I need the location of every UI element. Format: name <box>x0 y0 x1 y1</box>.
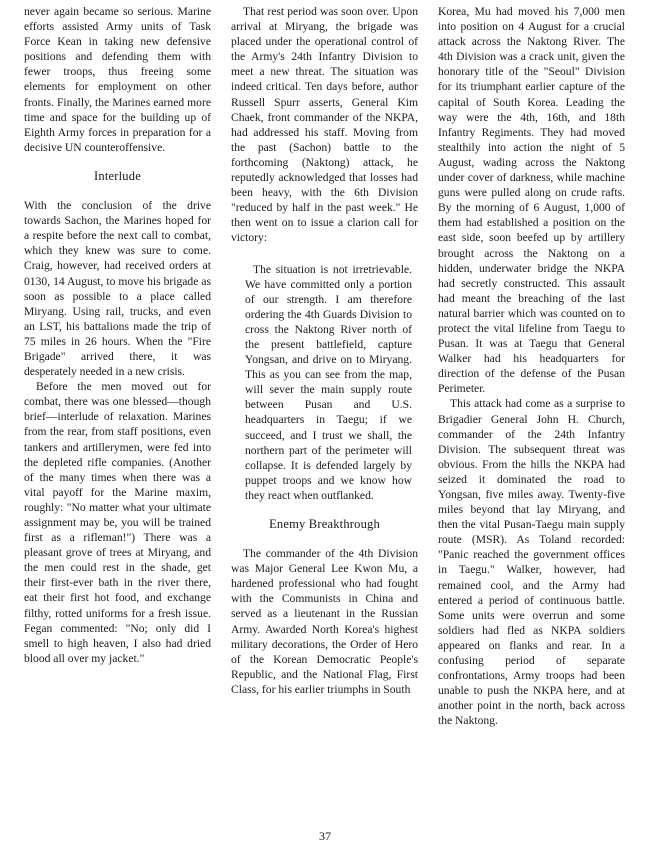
text-column-1 <box>24 4 211 666</box>
body-paragraph: This attack had come as a surprise to Brigadier General John H. Church, commander of the 24th Infantry Division. The subsequent threat was obvious. From the hills the NKPA had seized it dominated the road to Yongsan, five miles away. Twenty-five miles beyond that lay Miryang, and then the vital Pusan-Taegu main supply route (MSR). As Toland recorded: "Panic reached the government offices in Taegu." Walker, however, had remained cool, and the Army had entered a period of continuous battle. Some units were overrun and some soldiers had fled as NKPA soldiers appeared on flanks and rear. In a confusing period of separate confrontations, Army troops had been unable to push the NKPA here, and at another point in the north, back across the Naktong. <box>438 397 625 728</box>
text-column-3 <box>438 4 625 729</box>
quote-text: The situation is not irretrievable. We have committed only a portion of our strength. I am therefore ordering the 4th Guards Division to cross the Naktong River north of the present battlefield, capture Yongsan, and drive on to Miryang. This as you can see from the map, will sever the main supply route between Pusan and U.S. headquarters in Taegu; if we succeed, and I trust we shall, the northern part of the perimeter will collapse. It is defended largely by puppet troops and we know how they react when outflanked. <box>245 262 412 502</box>
block-quote <box>245 262 412 504</box>
body-paragraph: never again became so serious. Marine efforts assisted Army units of Task Force Kean in taking new defensive positions and defending them with fewer troops, thus freeing some elements for employment on other fronts. Finally, the Marines earned more time and space for the building up of Eighth Army forces in preparation for a decisive UN counteroffensive. <box>24 5 211 154</box>
body-paragraph: With the conclusion of the drive towards Sachon, the Marines hoped for a respite before the next call to combat, which they knew was sure to come. Craig, however, had received orders at 0130, 14 August, to move his brigade as soon as possible to a place called Miryang. Using rail, trucks, and even an LST, his battalions made the trip of 75 miles in 26 hours. When the "Fire Brigade" arrived there, it was desperately needed in a new crisis. <box>24 199 211 379</box>
text-column-2 <box>231 4 418 697</box>
body-paragraph: Korea, Mu had moved his 7,000 men into position on 4 August for a crucial attack across the Naktong River. The 4th Division was a crack unit, given the honorary title of the "Seoul" Division for its triumphant earlier capture of the capital of South Korea. Leading the way were the 4th, 16th, and 18th Infantry Regiments. They had moved stealthily into action the night of 5 August, wading across the Naktong under cover of darkness, while machine guns were pulled along on crude rafts. By the morning of 6 August, 1,000 of them had established a position on the east side, soon beefed up by artillery brought across the Naktong on a hidden, underwater bridge the NKPA had secretly constructed. This assault had meant the breaching of the last natural barrier which was counted on to protect the vital lifeline from Taegu to Pusan. It was at Taegu that General Walker had his headquarters for direction of the defense of the Pusan Perimeter. <box>438 5 625 396</box>
section-heading: Enemy Breakthrough <box>269 517 380 531</box>
page-number: 37 <box>319 829 331 843</box>
body-paragraph: The commander of the 4th Division was Major General Lee Kwon Mu, a hardened professional who had fought with the Communists in China and served as a lieutenant in the Russian Army. Awarded North Korea's highest military decorations, the Order of Hero of the Korean Democratic People's Republic, and the National Flag, First Class, for his earlier triumphs in South <box>231 547 418 696</box>
body-paragraph: Before the men moved out for combat, there was one blessed—though brief—interlude of relaxation. Marines from the rear, from staff positions, even tankers and artillerymen, were fed into the depleted rifle companies. (Another of the many times when there was a vital payoff for the Marine maxim, roughly: "No matter what your ultimate assignment may be, you will be trained first as a rifleman!") There was a pleasant grove of trees at Miryang, and the men could rest in the shade, get their first-ever bath in the river there, eat their first hot food, and exchange filthy, rotted uniforms for a fresh issue. Fegan commented: "No; only did I smell to high heaven, I also had dried blood all over my jacket." <box>24 380 211 665</box>
body-paragraph: That rest period was soon over. Upon arrival at Miryang, the brigade was placed under the operational control of the Army's 24th Infantry Division to meet a new threat. The situation was indeed critical. Ten days before, author Russell Spurr asserts, General Kim Chaek, front commander of the NKPA, had addressed his staff. Moving from the past (Sachon) battle to the forthcoming (Naktong) attack, he reputedly acknowledged that losses had been heavy, with the 6th Division "reduced by half in the past week." He then went on to issue a clarion call for victory: <box>231 5 418 245</box>
section-heading: Interlude <box>94 168 141 183</box>
